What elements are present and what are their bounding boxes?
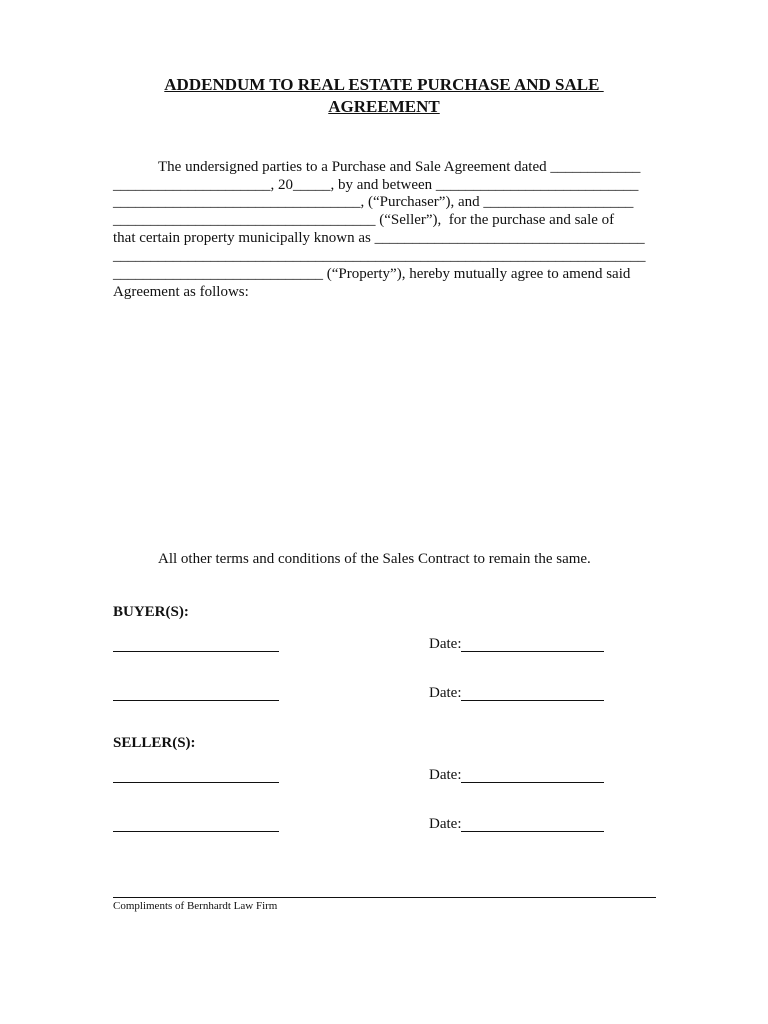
buyer-1-signature-line[interactable] [113, 651, 279, 652]
document-title-line-1: ADDENDUM TO REAL ESTATE PURCHASE AND SALE [164, 75, 604, 94]
remaining-terms-statement: All other terms and conditions of the Sales Contract to remain the same. [158, 551, 591, 567]
seller-1-signature-line[interactable] [113, 782, 279, 783]
paragraph-line: ___________________________________ (“Seller”), for the purchase and sale of [113, 212, 615, 228]
buyers-heading: BUYER(S): [113, 604, 189, 620]
paragraph-line: that certain property municipally known as ____________________________________ [113, 230, 645, 246]
paragraph-line: The undersigned parties to a Purchase and Sale Agreement dated ____________ [158, 159, 641, 175]
buyer-2-signature-line[interactable] [113, 700, 279, 701]
document-title-line-2: AGREEMENT [328, 97, 440, 116]
paragraph-line: _________________________________, (“Purchaser”), and ____________________ [113, 194, 634, 210]
buyer-2-date-line[interactable] [461, 700, 604, 701]
paragraph-line: ____________________________ (“Property”), hereby mutually agree to amend said [113, 266, 631, 282]
seller-1-date-line[interactable] [461, 782, 604, 783]
buyer-1-date-line[interactable] [461, 651, 604, 652]
seller-1-date-label: Date: [429, 767, 462, 783]
paragraph-line: Agreement as follows: [113, 284, 249, 300]
paragraph-line: _____________________, 20_____, by and between ___________________________ [113, 177, 639, 193]
seller-2-signature-line[interactable] [113, 831, 279, 832]
footer-credit: Compliments of Bernhardt Law Firm [113, 900, 278, 912]
seller-2-date-label: Date: [429, 816, 462, 832]
buyer-2-date-label: Date: [429, 685, 462, 701]
buyer-1-date-label: Date: [429, 636, 462, 652]
seller-2-date-line[interactable] [461, 831, 604, 832]
sellers-heading: SELLER(S): [113, 735, 196, 751]
footer-divider [113, 897, 656, 898]
paragraph-line: _______________________________________________________________________ [113, 248, 646, 264]
